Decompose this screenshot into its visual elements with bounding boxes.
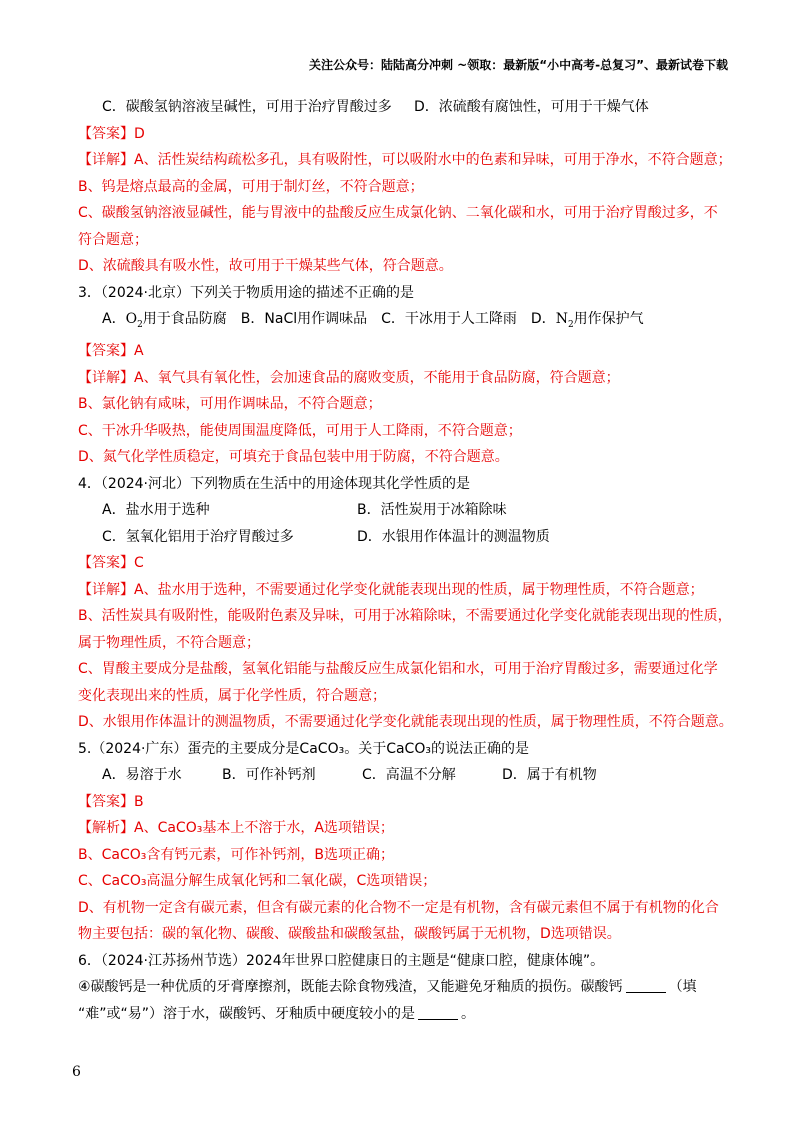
q5-detail-line: 物主要包括：碳的氧化物、碳酸、碳酸盐和碳酸氢盐，碳酸钙属于无机物，D选项错误。: [78, 926, 621, 943]
q3-option-a: A．$O_2$用于食品防腐: [102, 311, 227, 330]
q3-detail-line: 【详解】A、氧气具有氧化性，会加速食品的腐败变质，不能用于食品防腐，符合题意；: [78, 369, 620, 386]
q5-option-b: B．可作补钙剂: [222, 767, 316, 784]
q5-option-d: D．属于有机物: [502, 767, 597, 784]
q2-option-d: D．浓硫酸有腐蚀性，可用于干燥气体: [414, 99, 649, 115]
q2-detail-line: B、钨是熔点最高的金属，可用于制灯丝，不符合题意；: [78, 178, 424, 195]
q4-detail-line: 【详解】A、盐水用于选种，不需要通过化学变化就能表现出现的性质，属于物理性质，不符合题意；: [78, 581, 704, 598]
q2-detail-line: 符合题意；: [78, 231, 148, 248]
q5-option-c: C．高温不分解: [362, 767, 456, 784]
q2-option-c: C．碳酸氢钠溶液呈碱性，可用于治疗胃酸过多: [102, 99, 392, 115]
q5-options: [78, 762, 726, 789]
q6-line-1: ④碳酸钙是一种优质的牙膏摩擦剂，既能去除食物残渣，又能避免牙釉质的损伤。碳酸钙 （填: [78, 979, 697, 996]
page-content: [78, 94, 733, 1027]
q4-detail-line: 变化表现出来的性质，属于化学性质，符合题意；: [78, 687, 386, 704]
q4-option-b: B．活性炭用于冰箱除味: [357, 502, 507, 519]
q3-option-b: B．NaCl用作调味品: [240, 311, 368, 327]
q4-option-c: C．氢氧化铝用于治疗胃酸过多: [102, 528, 294, 545]
q5-detail-line: B、CaCO₃含有钙元素，可作补钙剂，B选项正确；: [78, 846, 394, 863]
q5-answer: 【答案】B: [78, 793, 144, 810]
q4-detail-line: 属于物理性质，不符合题意；: [78, 634, 260, 651]
q5-detail-line: 【解析】A、CaCO₃基本上不溶于水，A选项错误；: [78, 820, 394, 837]
q2-detail-line: D、浓硫酸具有吸水性，故可用于干燥某些气体，符合题意。: [78, 258, 453, 274]
q4-detail-line: D、水银用作体温计的测温物质，不需要通过化学变化就能表现出现的性质，属于物理性质，不符合题意。: [78, 714, 733, 731]
q6-blank-1[interactable]: [626, 978, 666, 993]
q2-options-cd: [78, 94, 726, 121]
q3-stem: 3．（2024·北京）下列关于物质用途的描述不正确的是: [78, 284, 414, 301]
header-promo-note: 关注公众号：陆陆高分冲刺 ~领取：最新版“小中高考-总复习”、最新试卷下载: [309, 58, 728, 72]
q3-detail-line: C、干冰升华吸热，能使周围温度降低，可用于人工降雨，不符合题意；: [78, 422, 522, 439]
q5-detail-line: C、CaCO₃高温分解生成氧化钙和二氧化碳，C选项错误；: [78, 873, 437, 890]
q6-line-2: “难”或“易”）溶于水，碳酸钙、牙釉质中硬度较小的是 。: [78, 1005, 476, 1022]
q5-stem: 5.（2024·广东）蛋壳的主要成分是CaCO₃。关于CaCO₃的说法正确的是: [78, 740, 529, 757]
q4-option-a: A．盐水用于选种: [102, 502, 210, 519]
q3-detail-line: D、氮气化学性质稳定，可填充于食品包装中用于防腐，不符合题意。: [78, 449, 509, 466]
q2-answer: 【答案】D: [78, 125, 145, 142]
q2-detail-line: 【详解】A、活性炭结构疏松多孔，具有吸附性，可以吸附水中的色素和异味，可用于净水，不符合题意；: [78, 152, 732, 168]
q4-answer: 【答案】C: [78, 555, 144, 572]
page-number: 6: [72, 1064, 81, 1080]
q4-detail-line: B、活性炭具有吸附性，能吸附色素及异味，可用于冰箱除味，不需要通过化学变化就能表现出现的性质，: [78, 608, 732, 625]
q3-options: [78, 306, 726, 338]
q4-options-cd: [78, 524, 726, 551]
q4-stem: 4．（2024·河北）下列物质在生活中的用途体现其化学性质的是: [78, 475, 470, 492]
q3-detail-line: B、氯化钠有咸味，可用作调味品，不符合题意；: [78, 396, 382, 413]
q2-detail-line: C、碳酸氢钠溶液显碱性，能与胃液中的盐酸反应生成氯化钠、二氧化碳和水，可用于治疗胃酸过多，不: [78, 205, 718, 221]
q3-answer: 【答案】A: [78, 343, 144, 360]
q6-stem: 6．（2024·江苏扬州节选）2024年世界口腔健康日的主题是“健康口腔，健康体魄”。: [78, 952, 605, 969]
q5-option-a: A．易溶于水: [102, 767, 182, 784]
q4-option-d: D．水银用作体温计的测温物质: [357, 528, 550, 545]
q4-detail-line: C、胃酸主要成分是盐酸，氢氧化铝能与盐酸反应生成氯化铝和水，可用于治疗胃酸过多，需要通过化学: [78, 661, 718, 678]
q3-option-c: C．干冰用于人工降雨: [381, 311, 517, 327]
q5-detail-line: D、有机物一定含有碳元素，但含有碳元素的化合物不一定是有机物，含有碳元素但不属于有机物的化合: [78, 899, 719, 916]
q4-options-ab: [78, 497, 726, 524]
q6-blank-2[interactable]: [418, 1005, 458, 1020]
q3-option-d: D．$N_2$用作保护气: [530, 311, 644, 330]
